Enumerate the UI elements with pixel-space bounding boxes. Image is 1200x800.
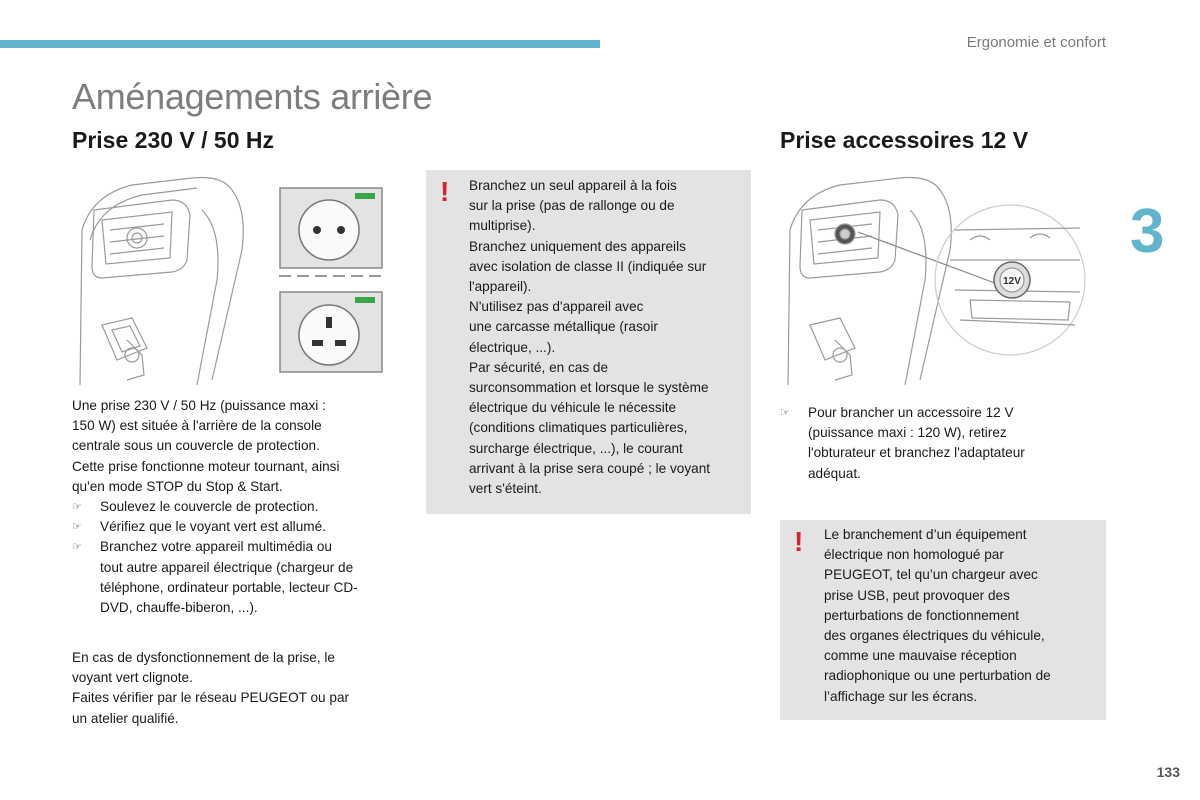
chapter-number: 3 bbox=[1130, 197, 1165, 266]
page-title: Aménagements arrière bbox=[72, 76, 433, 117]
page-number: 133 bbox=[1156, 764, 1180, 780]
intro-text bbox=[72, 396, 402, 618]
socket-divider bbox=[279, 273, 383, 279]
malfunction-line: un atelier qualifié. bbox=[72, 710, 179, 726]
header-accent-bar bbox=[0, 40, 600, 48]
warning-exclamation-icon: ! bbox=[794, 526, 804, 557]
section-label: Ergonomie et confort bbox=[966, 34, 1106, 51]
rear-console-230v-illustration bbox=[72, 170, 272, 390]
warning-exclamation-icon: ! bbox=[440, 176, 450, 207]
heading-230v: Prise 230 V / 50 Hz bbox=[72, 127, 275, 153]
warning-text: Le branchement d’un équipement électrique non homologué par PEUGEOT, tel qu’un chargeur avec prise USB, peut provoquer des perturbations de fonctionnement des organes électriques du véhicule, comme une mauvaise réception radiophonique ou une perturbation de l’affichage sur les écrans. bbox=[824, 527, 1051, 704]
warning-box-12v bbox=[780, 520, 1106, 720]
malfunction-line: En cas de dysfonctionnement de la prise, le bbox=[72, 650, 335, 665]
warning-box-230v bbox=[426, 170, 751, 514]
intro-line: 150 W) est située à l'arrière de la console bbox=[72, 418, 322, 434]
list-item: ☞ Vérifiez que le voyant vert est allumé. bbox=[72, 517, 402, 537]
green-indicator-light bbox=[355, 297, 375, 303]
intro-line: qu'en mode STOP du Stop & Start. bbox=[72, 478, 283, 494]
euro-socket-illustration bbox=[279, 187, 383, 269]
intro-line: Cette prise fonctionne moteur tournant, ainsi bbox=[72, 458, 340, 474]
12v-socket-label: 12V bbox=[1003, 276, 1021, 287]
warning-text: Branchez un seul appareil à la fois sur la prise (pas de rallonge ou de multiprise). Branchez uniquement des appareils avec isolation de classe II (indiquée sur l'appareil). N'utilisez pas d'appareil avec une carcasse métallique (rasoir électrique, ...). Par sécurité, en cas de surconsommation et lorsque le système électrique du véhicule le nécessite (conditions climatiques particulières, surcharge électrique, ...), le courant arrivant à la prise sera coupé ; le voyant vert s'éteint. bbox=[469, 178, 711, 497]
malfunction-line: voyant vert clignote. bbox=[72, 670, 193, 686]
hand-pointer-icon: ☞ bbox=[780, 407, 790, 419]
rear-console-12v-illustration bbox=[780, 170, 1090, 390]
hand-pointer-icon: ☞ bbox=[72, 521, 82, 534]
intro-line: Une prise 230 V / 50 Hz (puissance maxi : bbox=[72, 398, 326, 413]
list-item: ☞ Pour brancher un accessoire 12 V (puissance maxi : 120 W), retirez l'obturateur et branchez l'adaptateur adéquat. bbox=[780, 405, 1025, 481]
malfunction-text bbox=[72, 648, 402, 729]
green-indicator-light bbox=[355, 193, 375, 199]
hand-pointer-icon: ☞ bbox=[72, 501, 82, 514]
instruction-list bbox=[72, 497, 402, 618]
intro-line: centrale sous un couvercle de protection. bbox=[72, 438, 320, 454]
list-item: ☞ Soulevez le couvercle de protection. bbox=[72, 497, 402, 517]
uk-socket-illustration bbox=[279, 291, 383, 373]
heading-12v: Prise accessoires 12 V bbox=[780, 127, 1029, 153]
instruction-12v bbox=[780, 403, 1080, 484]
malfunction-line: Faites vérifier par le réseau PEUGEOT ou par bbox=[72, 690, 350, 706]
hand-pointer-icon: ☞ bbox=[72, 541, 82, 554]
list-item: ☞ Branchez votre appareil multimédia ou tout autre appareil électrique (chargeur de téléphone, ordinateur portable, lecteur CD- DVD, chauffe-biberon, ...). bbox=[72, 539, 358, 616]
